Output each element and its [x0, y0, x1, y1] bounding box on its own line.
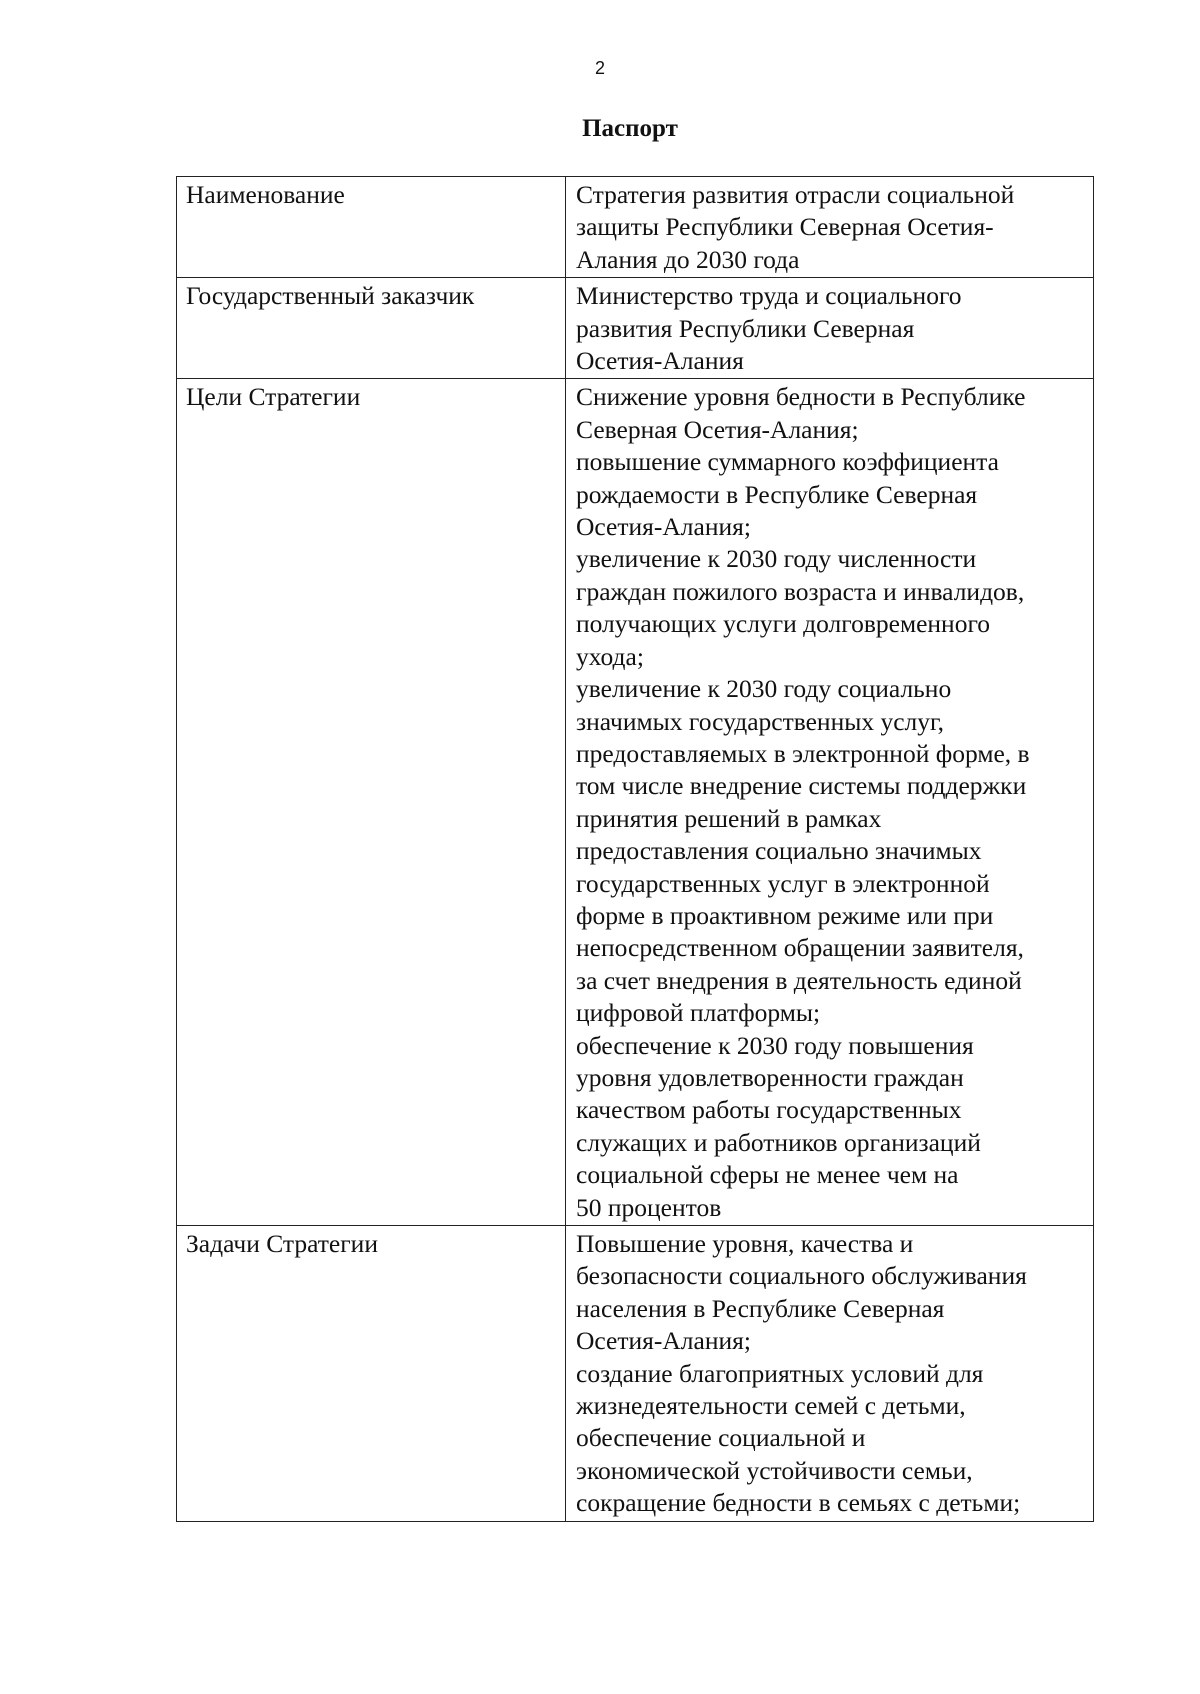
row-value-line: социальной сферы не менее чем на — [576, 1160, 959, 1190]
row-value-line: экономической устойчивости семьи, — [576, 1455, 973, 1485]
row-value-cell — [566, 379, 1094, 1226]
row-value-line: развития Республики Северная — [576, 313, 915, 343]
row-value-line: Северная Осетия-Алания; — [576, 414, 859, 444]
row-value-line: Стратегия развития отрасли социальной — [576, 180, 1015, 209]
row-value-line: ухода; — [576, 641, 644, 671]
row-value-line: сокращение бедности в семьях с детьми; — [576, 1488, 1021, 1518]
row-value-line: получающих услуги долговременного — [576, 609, 991, 639]
row-value-line: принятия решений в рамках — [576, 803, 882, 833]
row-value-line: за счет внедрения в деятельность единой — [576, 965, 1022, 995]
row-value-line: Осетия-Алания — [576, 346, 744, 376]
row-value-line: Министерство труда и социального — [576, 281, 962, 311]
row-value-line: служащих и работников организаций — [576, 1127, 981, 1157]
row-value-line: безопасности социального обслуживания — [576, 1261, 1027, 1291]
row-value-line: обеспечение социальной и — [576, 1423, 866, 1453]
row-label: Наименование — [186, 180, 345, 209]
row-label: Задачи Стратегии — [186, 1229, 378, 1258]
row-value-line: рождаемости в Республике Северная — [576, 479, 978, 509]
passport-table — [176, 176, 1094, 1522]
row-value-line: увеличение к 2030 году численности — [576, 544, 977, 574]
row-value-line: Алания до 2030 года — [576, 244, 800, 274]
row-value-line: значимых государственных услуг, — [576, 706, 944, 736]
row-value-line: цифровой платформы; — [576, 998, 821, 1028]
row-value-line: предоставляемых в электронной форме, в — [576, 738, 1030, 768]
row-value-line: защиты Республики Северная Осетия- — [576, 212, 994, 242]
row-value-line: граждан пожилого возраста и инвалидов, — [576, 576, 1025, 606]
row-value-line: Повышение уровня, качества и — [576, 1229, 914, 1258]
row-label: Цели Стратегии — [186, 382, 361, 412]
row-value-line: непосредственном обращении заявителя, — [576, 933, 1024, 963]
row-value-line: качеством работы государственных — [576, 1095, 962, 1125]
row-value-line: Осетия-Алания; — [576, 512, 751, 542]
row-value-line: Снижение уровня бедности в Республике — [576, 382, 1026, 412]
page-title: Паспорт — [582, 115, 678, 142]
row-label-cell — [177, 278, 566, 379]
row-value-line: уровня удовлетворенности граждан — [576, 1062, 964, 1092]
row-value-line: жизнедеятельности семей с детьми, — [576, 1391, 966, 1421]
row-value-line: повышение суммарного коэффициента — [576, 447, 999, 477]
row-value-line: создание благоприятных условий для — [576, 1358, 984, 1388]
row-label-cell — [177, 1226, 566, 1522]
row-value-line: форме в проактивном режиме или при — [576, 900, 994, 930]
row-label-cell — [177, 379, 566, 1226]
table-row — [177, 177, 1094, 278]
row-value-line: 50 процентов — [576, 1192, 722, 1222]
row-value-line: предоставления социально значимых — [576, 836, 982, 866]
row-value-line: обеспечение к 2030 году повышения — [576, 1030, 974, 1060]
table-row — [177, 278, 1094, 379]
row-value-line: государственных услуг в электронной — [576, 868, 990, 898]
row-label-cell — [177, 177, 566, 278]
page-number: 2 — [594, 58, 605, 78]
row-value-line: Осетия-Алания; — [576, 1326, 751, 1356]
row-value-cell — [566, 177, 1094, 278]
table-row — [177, 1226, 1094, 1522]
table-row — [177, 379, 1094, 1226]
row-value-cell — [566, 278, 1094, 379]
row-label: Государственный заказчик — [186, 281, 475, 311]
passport-table-body — [177, 177, 1094, 1522]
row-value-line: населения в Республике Северная — [576, 1293, 945, 1323]
row-value-cell — [566, 1226, 1094, 1522]
row-value-line: увеличение к 2030 году социально — [576, 674, 952, 704]
row-value-line: том числе внедрение системы поддержки — [576, 771, 1027, 801]
